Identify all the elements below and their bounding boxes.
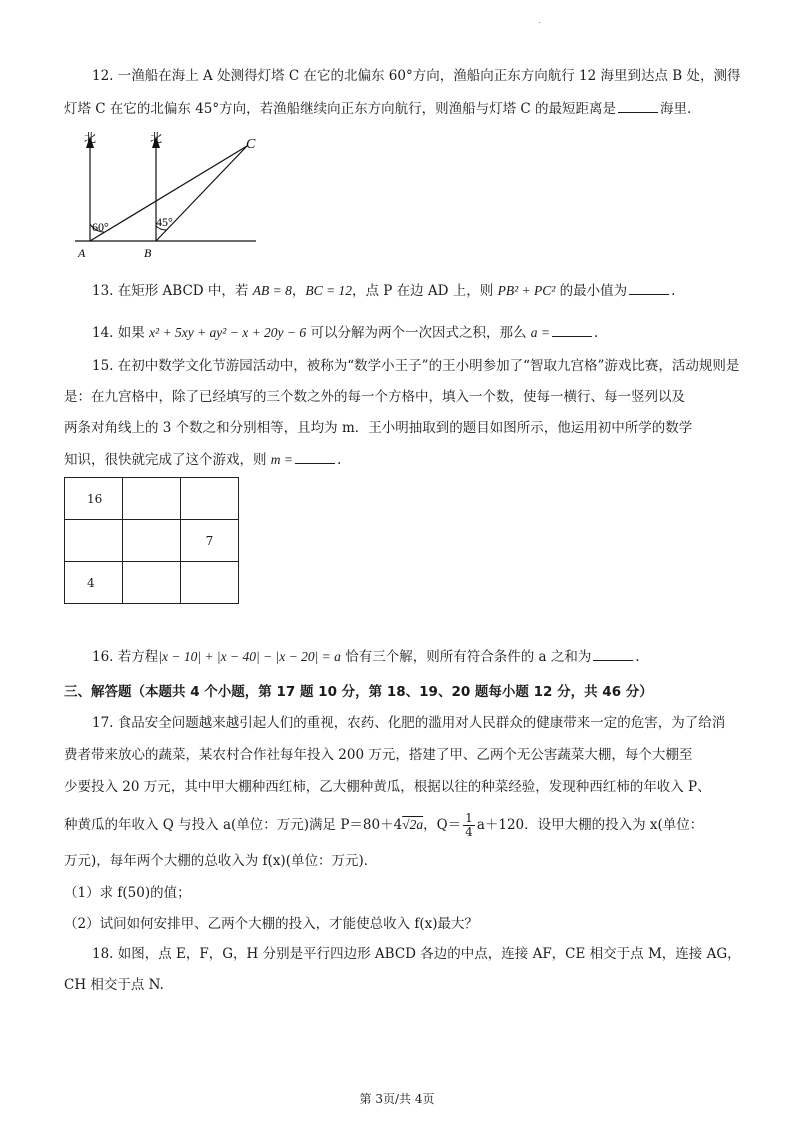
q13-text-e: .: [671, 283, 676, 299]
grid-cell: [123, 478, 181, 520]
q14-var: a =: [530, 325, 551, 340]
angle-label-60: 60°: [92, 220, 109, 234]
q15-line4: [64, 449, 341, 470]
point-label-c: C: [246, 137, 256, 152]
grid-cell: 7: [181, 520, 239, 562]
grid-cell: [181, 562, 239, 604]
q17-text-a: 种黄瓜的年收入 Q 与投入 a(单位：万元)满足 P＝80＋4: [64, 817, 403, 833]
north-label-a: 北: [84, 131, 97, 145]
grid-cell: [123, 562, 181, 604]
q16-expr: |x − 10| + |x − 40| − |x − 20| = a: [158, 649, 341, 664]
q15-line1: 15. 在初中数学文化节游园活动中，被称为“数学小王子”的王小明参加了“智取九宫格”游戏比赛，活动规则是: [92, 358, 740, 374]
q12-line2: [64, 98, 691, 119]
q17-line3: 少要投入 20 万元，其中甲大棚种西红柿，乙大棚种黄瓜，根据以往的种菜经验，发现种西红柿的年收入 P、: [64, 779, 711, 795]
grid-cell: 4: [65, 562, 123, 604]
q13-ab: AB = 8: [252, 283, 292, 298]
q12-line2-text: 灯塔 C 在它的北偏东 45°方向，若渔船继续向正东方向航行，则渔船与灯塔 C 的最短距离是: [64, 101, 617, 117]
q12-answer-blank: [618, 98, 658, 113]
q14-line: [92, 322, 598, 343]
q14-answer-blank: [552, 322, 592, 337]
q17-line5: 万元)，每年两个大棚的总收入为 f(x)(单位：万元)．: [64, 853, 378, 869]
q12-line1: 12. 一渔船在海上 A 处测得灯塔 C 在它的北偏东 60°方向，渔船向正东方向航行 12 海里到达点 B 处，测得: [92, 68, 741, 84]
q15-line3: 两条对角线上的 3 个数之和分别相等，且均为 m．王小明抽取到的题目如图所示，他运用初中所学的数学: [64, 420, 693, 436]
grid-cell: [123, 520, 181, 562]
q17-sub1: （1）求 f(50)的值；: [64, 885, 191, 901]
q17-line2: 费者带来放心的蔬菜，某农村合作社每年投入 200 万元，搭建了甲、乙两个无公害蔬菜大棚，每个大棚至: [64, 747, 693, 763]
q17-line4: [64, 812, 703, 839]
angle-label-45: 45°: [156, 215, 173, 229]
q13-bc: BC = 12: [305, 283, 352, 298]
point-label-a: A: [78, 246, 86, 260]
q13-expr: PB² + PC²: [497, 283, 556, 298]
q17-fraction: [463, 812, 475, 839]
q17-sqrt: √2a: [402, 817, 424, 832]
q15-line2: 是：在九宫格中，除了已经填写的三个数之外的每一个方格中，填入一个数，使每一横行、每一竖列以及: [64, 389, 685, 405]
section-title: 三、解答题（本题共 4 个小题，第 17 题 10 分，第 18、19、20 题每小题 12 分，共 46 分）: [64, 684, 653, 700]
q14-text-a: 14. 如果: [92, 325, 150, 341]
q15-text-b: .: [337, 452, 342, 468]
q13-text-b: ，: [291, 283, 306, 299]
magic-square-grid: [64, 477, 239, 604]
q14-text-b: 可以分解为两个一次因式之积，那么: [306, 325, 531, 341]
q15-answer-blank: [295, 449, 335, 464]
grid-row: [65, 520, 239, 562]
point-label-b: B: [144, 246, 152, 260]
q13-line: [92, 280, 675, 301]
q16-text-b: 恰有三个解，则所有符合条件的 a 之和为: [340, 649, 592, 665]
q15-text-a: 知识，很快就完成了这个游戏，则: [64, 452, 271, 468]
q17-text-c: a＋120．设甲大棚的投入为 x(单位：: [476, 817, 704, 833]
grid-cell: [181, 478, 239, 520]
q14-expr: x² + 5xy + ay² − x + 20y − 6: [149, 325, 307, 340]
grid-row: [65, 478, 239, 520]
grid-cell: [65, 520, 123, 562]
fraction-denominator: 4: [465, 825, 473, 839]
q12-figure: [70, 126, 270, 262]
grid-cell: 16: [65, 478, 123, 520]
q17-line1: 17. 食品安全问题越来越引起人们的重视，农药、化肥的滥用对人民群众的健康带来一定的危害，为了给消: [92, 715, 726, 731]
q16-text-c: .: [635, 649, 640, 665]
q17-text-b: ，Q＝: [423, 817, 462, 833]
q16-answer-blank: [593, 646, 633, 661]
q18-line1: 18. 如图，点 E，F，G，H 分别是平行四边形 ABCD 各边的中点，连接 AF，CE 相交于点 M，连接 AG，: [92, 946, 741, 962]
page-footer: 第 3页/共 4页: [359, 1092, 435, 1106]
q13-answer-blank: [629, 280, 669, 295]
q16-text-a: 16. 若方程: [92, 649, 159, 665]
q12-line2-unit: 海里.: [660, 101, 692, 117]
header-mark: .: [538, 16, 541, 25]
q13-text-c: ，点 P 在边 AD 上，则: [351, 283, 498, 299]
q17-sub2: （2）试问如何安排甲、乙两个大棚的投入，才能使总收入 f(x)最大？: [64, 916, 479, 932]
q16-line: [92, 646, 640, 667]
north-label-b: 北: [150, 131, 163, 145]
q13-text-a: 13. 在矩形 ABCD 中，若: [92, 283, 253, 299]
fraction-numerator: 1: [465, 811, 473, 825]
grid-row: [65, 562, 239, 604]
q13-text-d: 的最小值为: [555, 283, 628, 299]
q14-text-c: .: [594, 325, 599, 341]
q18-line2: CH 相交于点 N.: [64, 977, 164, 993]
q15-var: m =: [270, 452, 294, 467]
